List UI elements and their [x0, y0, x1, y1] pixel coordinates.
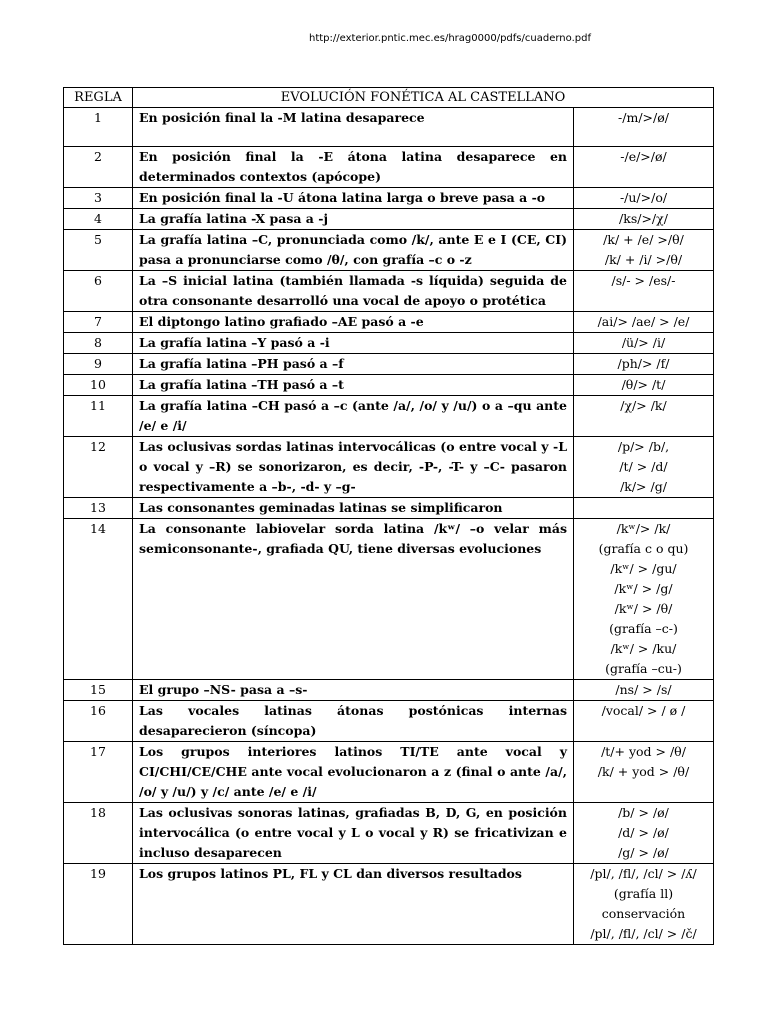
result-line: /pl/, /fl/, /cl/ > /č/ — [590, 926, 697, 941]
result-line: /d/ > /ø/ — [618, 825, 669, 840]
rule-number: 18 — [64, 803, 133, 864]
result-line: /k/ + /e/ >/θ/ — [603, 232, 684, 247]
result-line: /ai/> /ae/ > /e/ — [597, 314, 690, 329]
result-line: /b/ > /ø/ — [618, 805, 669, 820]
source-url: http://exterior.pntic.mec.es/hrag0000/pdfs/cuaderno.pdf — [309, 33, 591, 44]
table-row — [64, 742, 714, 803]
rule-result — [574, 375, 714, 396]
rule-description: En posición final la -U átona latina larga o breve pasa a -o — [133, 188, 574, 209]
header-regla: REGLA — [64, 88, 133, 108]
rule-description: El grupo –NS- pasa a –s- — [133, 680, 574, 701]
result-line: (grafía –c-) — [609, 621, 678, 636]
rule-description: La grafía latina –C, pronunciada como /k/, ante E e I (CE, CI) pasa a pronunciarse como /θ/, con grafía –c o -z — [133, 230, 574, 271]
rule-number: 9 — [64, 354, 133, 375]
rule-number: 10 — [64, 375, 133, 396]
table-row — [64, 701, 714, 742]
table-row — [64, 209, 714, 230]
rule-description: Las consonantes geminadas latinas se simplificaron — [133, 498, 574, 519]
table-row — [64, 864, 714, 945]
result-line: /t/ > /d/ — [619, 459, 668, 474]
result-line: /kʷ/ > /ku/ — [610, 641, 677, 656]
table-row — [64, 230, 714, 271]
table-header-row — [64, 88, 714, 108]
rule-result — [574, 519, 714, 680]
result-line: /χ/> /k/ — [620, 398, 667, 413]
result-line: -/u/>/o/ — [619, 190, 668, 205]
rule-result — [574, 437, 714, 498]
table-row — [64, 375, 714, 396]
rule-description: Las vocales latinas átonas postónicas internas desaparecieron (síncopa) — [133, 701, 574, 742]
rule-number: 6 — [64, 271, 133, 312]
rule-number: 12 — [64, 437, 133, 498]
rule-result — [574, 701, 714, 742]
rule-description: La grafía latina –Y pasó a -i — [133, 333, 574, 354]
rule-number: 17 — [64, 742, 133, 803]
table-row — [64, 354, 714, 375]
result-line: /ü/> /i/ — [621, 335, 666, 350]
result-line: -/m/>/ø/ — [618, 110, 669, 125]
result-line: /ks/>/χ/ — [619, 211, 668, 226]
table-row — [64, 312, 714, 333]
rule-description: En posición final la -M latina desaparece — [133, 108, 574, 147]
result-line: /p/> /b/, — [617, 439, 670, 454]
rule-number: 3 — [64, 188, 133, 209]
result-line: (grafía c o qu) — [598, 541, 689, 556]
rule-result — [574, 209, 714, 230]
rule-result — [574, 680, 714, 701]
result-line: /s/- > /es/- — [611, 273, 676, 288]
result-line: /vocal/ > / ø / — [601, 703, 686, 718]
result-line: /pl/, /fl/, /cl/ > /ʎ/ — [590, 866, 697, 881]
rule-number: 13 — [64, 498, 133, 519]
rule-result — [574, 333, 714, 354]
result-line: /t/+ yod > /θ/ — [601, 744, 686, 759]
result-line: /kʷ/ > /gu/ — [610, 561, 677, 576]
rule-number: 14 — [64, 519, 133, 680]
table-row — [64, 188, 714, 209]
result-line: (grafía –cu-) — [605, 661, 682, 676]
rule-number: 8 — [64, 333, 133, 354]
table-row — [64, 498, 714, 519]
table-row — [64, 108, 714, 147]
rule-number: 15 — [64, 680, 133, 701]
result-line: /g/ > /ø/ — [618, 845, 669, 860]
rule-description: La grafía latina –TH pasó a –t — [133, 375, 574, 396]
result-line: /ph/> /f/ — [617, 356, 670, 371]
rule-number: 1 — [64, 108, 133, 147]
rule-description: En posición final la -E átona latina desaparece en determinados contextos (apócope) — [133, 147, 574, 188]
rule-description: La –S inicial latina (también llamada -s líquida) seguida de otra consonante desarrolló una vocal de apoyo o protética — [133, 271, 574, 312]
result-line: /kʷ/ > /g/ — [614, 581, 673, 596]
rule-result — [574, 108, 714, 147]
result-line: /ns/ > /s/ — [615, 682, 672, 697]
phonetic-rules-table — [63, 87, 714, 945]
rule-result — [574, 498, 714, 519]
rule-description: La grafía latina -X pasa a -j — [133, 209, 574, 230]
table-row — [64, 519, 714, 680]
table-row — [64, 396, 714, 437]
result-line: /k/ + yod > /θ/ — [597, 764, 690, 779]
rule-description: Las oclusivas sordas latinas intervocálicas (o entre vocal y -L o vocal y –R) se sonorizaron, es decir, -P-, -T- y –C- pasaron respectivamente a –b-, -d- y –g- — [133, 437, 574, 498]
rule-result — [574, 188, 714, 209]
rule-description: La consonante labiovelar sorda latina /kʷ/ –o velar más semiconsonante-, grafiada QU, tiene diversas evoluciones — [133, 519, 574, 680]
rule-result — [574, 312, 714, 333]
rule-result — [574, 742, 714, 803]
result-line: /k/ + /i/ >/θ/ — [604, 252, 683, 267]
table-row — [64, 333, 714, 354]
table-row — [64, 147, 714, 188]
result-line: /kʷ/ > /θ/ — [614, 601, 673, 616]
rule-description: La grafía latina –CH pasó a –c (ante /a/, /o/ y /u/) o a –qu ante /e/ e /i/ — [133, 396, 574, 437]
result-line: (grafía ll) — [613, 886, 674, 901]
rule-number: 7 — [64, 312, 133, 333]
result-line: conservación — [601, 906, 686, 921]
table-row — [64, 803, 714, 864]
header-evolucion: EVOLUCIÓN FONÉTICA AL CASTELLANO — [133, 88, 714, 108]
rule-number: 19 — [64, 864, 133, 945]
result-line: /θ/> /t/ — [621, 377, 666, 392]
rule-result — [574, 230, 714, 271]
rule-number: 2 — [64, 147, 133, 188]
rule-result — [574, 396, 714, 437]
rule-number: 4 — [64, 209, 133, 230]
rule-description: Las oclusivas sonoras latinas, grafiadas B, D, G, en posición intervocálica (o entre vocal y L o vocal y R) se fricativizan e incluso desaparecen — [133, 803, 574, 864]
table-row — [64, 271, 714, 312]
table-row — [64, 437, 714, 498]
rule-number: 11 — [64, 396, 133, 437]
rule-description: El diptongo latino grafiado –AE pasó a -e — [133, 312, 574, 333]
rule-number: 16 — [64, 701, 133, 742]
rule-description: La grafía latina –PH pasó a –f — [133, 354, 574, 375]
result-line: -/e/>/ø/ — [620, 149, 667, 164]
result-line: /kʷ/> /k/ — [616, 521, 671, 536]
rule-result — [574, 147, 714, 188]
rule-result — [574, 803, 714, 864]
rule-result — [574, 354, 714, 375]
rule-number: 5 — [64, 230, 133, 271]
rule-description: Los grupos interiores latinos TI/TE ante vocal y CI/CHI/CE/CHE ante vocal evolucionaron a z (final o ante /a/, /o/ y /u/) y /c/ ante /e/ e /i/ — [133, 742, 574, 803]
rule-description: Los grupos latinos PL, FL y CL dan diversos resultados — [133, 864, 574, 945]
table-body — [64, 108, 714, 945]
result-line: /k/> /g/ — [620, 479, 667, 494]
table-row — [64, 680, 714, 701]
rule-result — [574, 271, 714, 312]
rule-result — [574, 864, 714, 945]
